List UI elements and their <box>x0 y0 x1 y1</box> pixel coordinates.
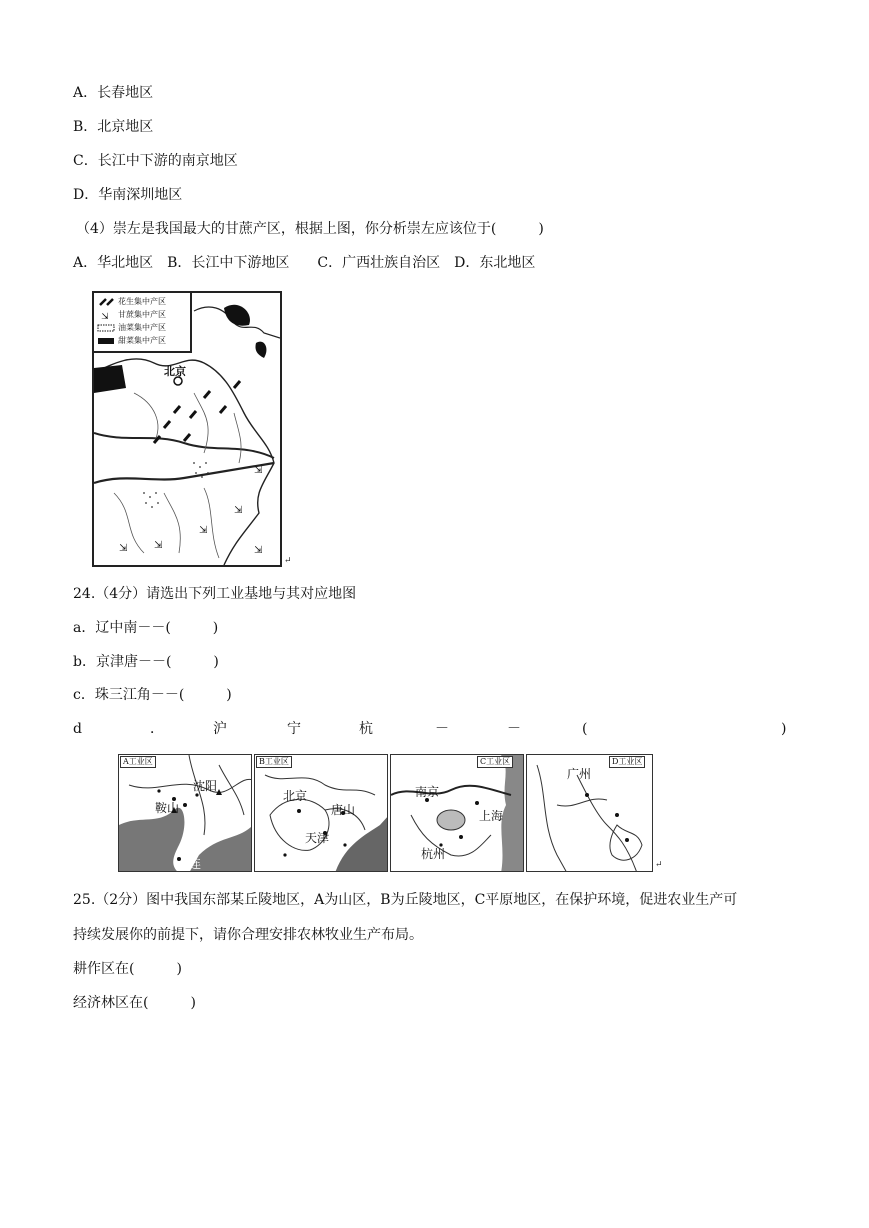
question-24-d-hu: 沪 <box>213 721 227 737</box>
question-24-a: a．辽中南－－( ) <box>73 620 219 636</box>
svg-text:⇲: ⇲ <box>254 545 263 556</box>
panel-d <box>526 754 653 872</box>
legend-sugarbeet: 甜菜集中产区 <box>97 334 190 347</box>
option-a: A．长春地区 <box>73 85 154 101</box>
panel-b <box>254 754 388 872</box>
return-mark: ↵ <box>284 556 292 566</box>
legend-rapeseed: 油菜集中产区 <box>97 321 190 334</box>
map-city-beijing: 北京 <box>164 365 186 378</box>
question-24-b: b．京津唐－－( ) <box>73 654 219 670</box>
city-dalian: 大连 <box>177 857 202 871</box>
question-25-line-1: 25.（2分）图中我国东部某丘陵地区，A为山区，B为丘陵地区，C平原地区，在保护环境，促进农业生产可 <box>73 892 738 908</box>
crop-map-legend <box>94 293 192 353</box>
question-24-c: c．珠三江角－－( ) <box>73 687 232 703</box>
question-24-d-dash1: － <box>435 721 449 737</box>
svg-text:⇲: ⇲ <box>234 505 243 516</box>
question-4: （4）崇左是我国最大的甘蔗产区，根据上图，你分析崇左应该位于( ) <box>76 221 544 237</box>
city-tangshan: 唐山 <box>331 803 356 817</box>
panel-d-tag: D工业区 <box>609 756 645 768</box>
option-d: D．华南深圳地区 <box>73 187 183 203</box>
panel-c-tag: C工业区 <box>477 756 513 768</box>
city-hangzhou: 杭州 <box>421 847 446 861</box>
legend-sugarcane: ⇲ 甘蔗集中产区 <box>97 308 190 321</box>
panel-b-tag: B工业区 <box>256 756 292 768</box>
city-shenyang: 沈阳 <box>193 779 218 793</box>
question-24-d-open-paren: ( <box>582 721 588 737</box>
option-c: C．长江中下游的南京地区 <box>73 153 238 169</box>
question-25-line-2: 持续发展你的前提下，请你合理安排农林牧业生产布局。 <box>73 927 423 943</box>
return-mark-2: ↵ <box>655 860 663 870</box>
city-guangzhou: 广州 <box>567 767 592 781</box>
panel-a-tag: A工业区 <box>120 756 156 768</box>
question-24-d-close-paren: ) <box>781 721 787 737</box>
crop-region-map <box>92 291 282 567</box>
question-24-d-dot: ． <box>150 721 164 737</box>
city-tianjin: 天津 <box>305 831 330 845</box>
city-beijing: 北京 <box>283 789 308 803</box>
svg-text:⇲: ⇲ <box>101 311 109 319</box>
svg-text:⇲: ⇲ <box>154 540 163 551</box>
industrial-maps <box>118 754 653 872</box>
city-nanjing: 南京 <box>415 785 440 799</box>
question-24-d-letter: d <box>73 721 82 737</box>
legend-peanut: 花生集中产区 <box>97 295 190 308</box>
panel-b-drawing <box>255 755 388 872</box>
svg-text:⇲: ⇲ <box>254 465 263 476</box>
panel-c <box>390 754 524 872</box>
question-25-a: 耕作区在( ) <box>73 961 182 977</box>
question-4-options: A．华北地区 B．长江中下游地区 C．广西壮族自治区 D．东北地区 <box>73 255 536 271</box>
question-24-d-ning: 宁 <box>287 721 301 737</box>
option-b: B．北京地区 <box>73 119 154 135</box>
question-24-d-hang: 杭 <box>359 721 373 737</box>
question-24-d-dash2: － <box>507 721 521 737</box>
question-25-b: 经济林区在( ) <box>73 995 196 1011</box>
question-24: 24.（4分）请选出下列工业基地与其对应地图 <box>73 586 357 602</box>
city-shanghai: 上海 <box>479 809 504 823</box>
svg-text:⇲: ⇲ <box>119 543 128 554</box>
svg-text:⇲: ⇲ <box>199 525 208 536</box>
city-anshan: 鞍山 <box>155 801 180 815</box>
panel-a <box>118 754 252 872</box>
panel-c-drawing <box>391 755 524 872</box>
